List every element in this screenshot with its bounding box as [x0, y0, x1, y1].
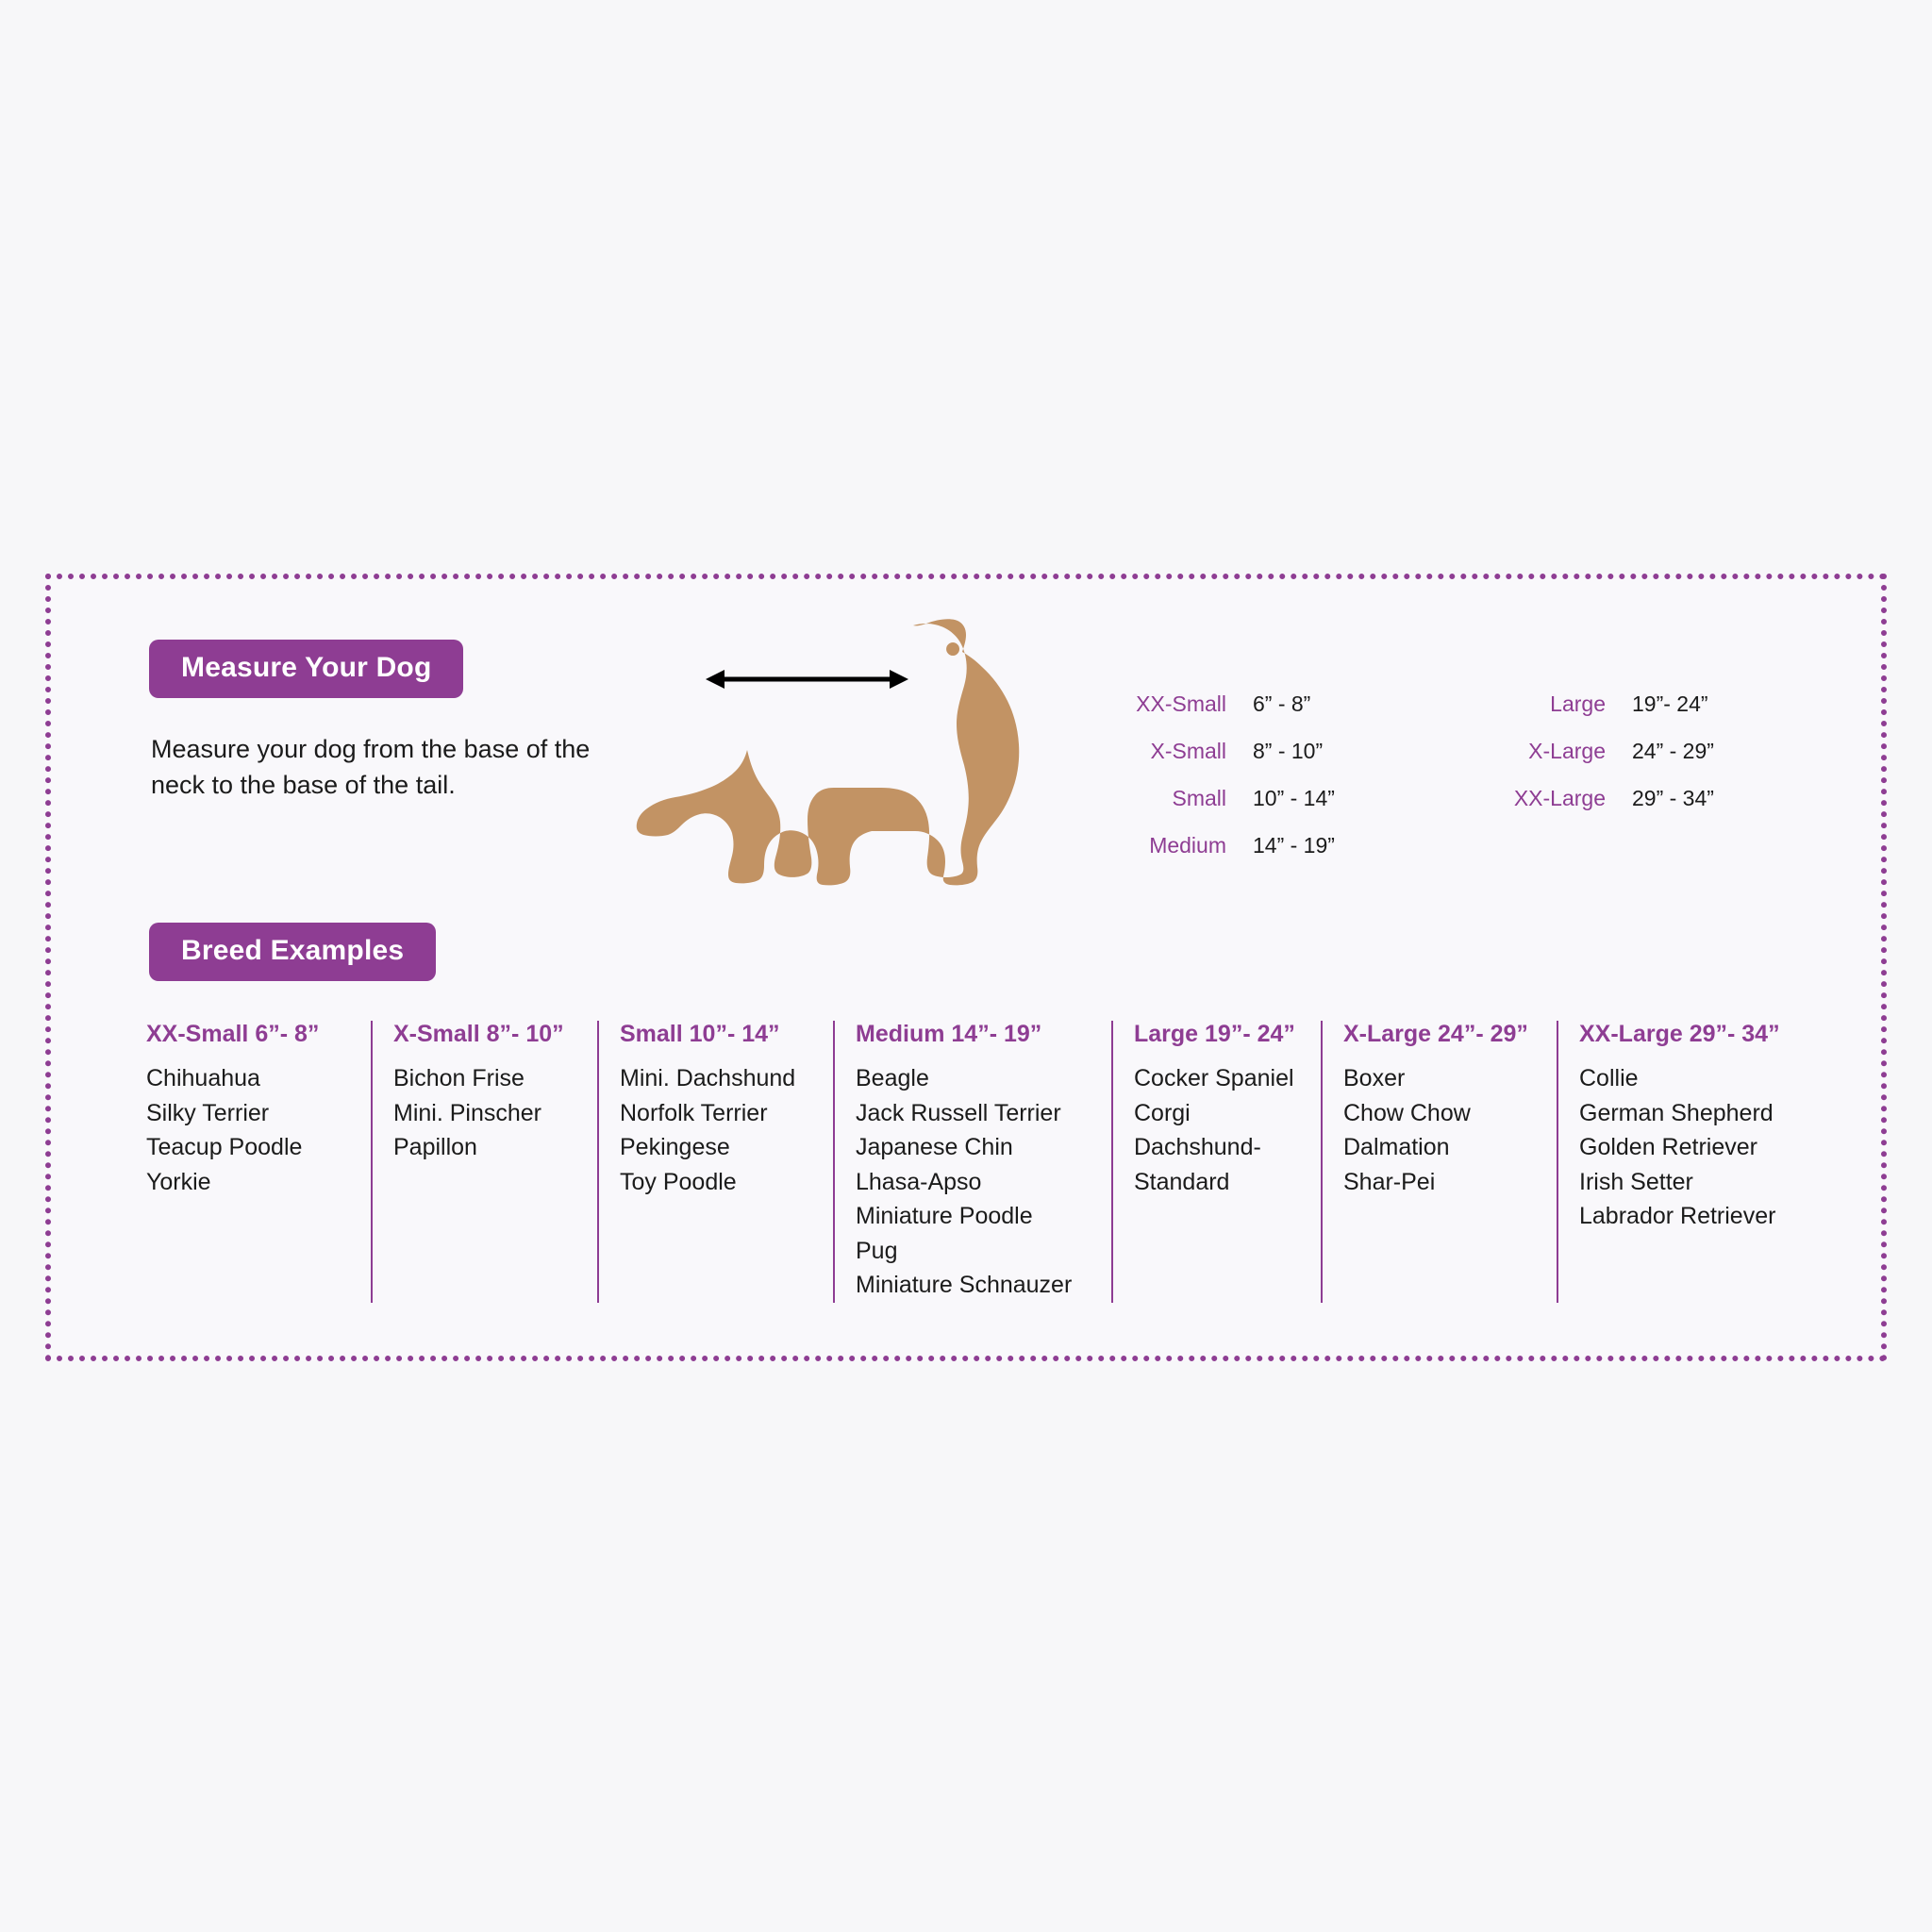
size-row — [1481, 691, 1774, 717]
size-label: X-Large — [1528, 739, 1606, 763]
breed-item: Pug — [856, 1237, 898, 1264]
measure-your-dog-heading: Measure Your Dog — [149, 640, 463, 698]
breed-column-title: X-Large 24”- 29” — [1343, 1021, 1528, 1047]
breed-item: Chihuahua — [146, 1065, 260, 1091]
breed-item: Irish Setter — [1579, 1168, 1693, 1195]
breed-column-x-small — [373, 1021, 599, 1303]
breed-column-title: X-Small 8”- 10” — [393, 1021, 564, 1047]
breed-item: Shar-Pei — [1343, 1168, 1436, 1195]
breed-examples-heading: Breed Examples — [149, 923, 436, 981]
breed-item: Cocker Spaniel — [1134, 1065, 1294, 1091]
breed-item: Dalmation — [1343, 1134, 1450, 1160]
breed-item: Toy Poodle — [620, 1168, 737, 1195]
size-row — [1481, 786, 1774, 811]
size-label: XX-Small — [1136, 691, 1226, 716]
size-range: 8” - 10” — [1253, 739, 1324, 763]
size-label: Medium — [1149, 833, 1226, 858]
dog-silhouette-icon — [632, 618, 1028, 929]
size-row — [1102, 786, 1394, 811]
breed-column-title: Medium 14”- 19” — [856, 1021, 1042, 1047]
breed-column-xx-large — [1558, 1021, 1797, 1303]
breed-column-title: XX-Small 6”- 8” — [146, 1021, 320, 1047]
size-label: XX-Large — [1513, 786, 1606, 810]
breed-column-medium — [835, 1021, 1113, 1303]
measure-arrow-icon — [706, 668, 908, 691]
breed-column-title: Large 19”- 24” — [1134, 1021, 1295, 1047]
breed-column-xx-small — [146, 1021, 373, 1303]
measure-instructions-text: Measure your dog from the base of the neck to the base of the tail. — [151, 735, 591, 800]
size-row — [1481, 739, 1774, 764]
breed-item: Silky Terrier — [146, 1099, 270, 1126]
breed-item: Beagle — [856, 1065, 929, 1091]
breed-item: Jack Russell Terrier — [856, 1099, 1061, 1126]
breed-item: Standard — [1134, 1168, 1230, 1195]
breed-item: Norfolk Terrier — [620, 1099, 768, 1126]
breed-item: German Shepherd — [1579, 1099, 1774, 1126]
size-range: 29” - 34” — [1632, 786, 1714, 810]
breed-item: Mini. Pinscher — [393, 1099, 541, 1126]
breed-item: Miniature Poodle — [856, 1203, 1033, 1229]
breed-column-x-large — [1323, 1021, 1558, 1303]
size-row — [1102, 833, 1394, 858]
breed-item: Labrador Retriever — [1579, 1203, 1776, 1229]
breed-column-large — [1113, 1021, 1323, 1303]
breed-item: Golden Retriever — [1579, 1134, 1757, 1160]
breed-column-small — [599, 1021, 835, 1303]
breed-item: Teacup Poodle — [146, 1134, 303, 1160]
breed-item: Bichon Frise — [393, 1065, 525, 1091]
breed-item: Yorkie — [146, 1168, 211, 1195]
breed-column-title: Small 10”- 14” — [620, 1021, 780, 1047]
breed-item: Corgi — [1134, 1099, 1191, 1126]
breed-item: Japanese Chin — [856, 1134, 1013, 1160]
size-range: 10” - 14” — [1253, 786, 1335, 810]
breed-columns — [146, 1021, 1797, 1303]
breed-item: Collie — [1579, 1065, 1639, 1091]
size-table-left — [1102, 691, 1394, 880]
size-row — [1102, 739, 1394, 764]
breed-item: Chow Chow — [1343, 1099, 1471, 1126]
breed-item: Boxer — [1343, 1065, 1406, 1091]
size-table-right — [1481, 691, 1774, 833]
size-range: 19”- 24” — [1632, 691, 1708, 716]
breed-item: Lhasa-Apso — [856, 1168, 982, 1195]
breed-column-title: XX-Large 29”- 34” — [1579, 1021, 1780, 1047]
breed-item: Dachshund- — [1134, 1134, 1261, 1160]
size-range: 14” - 19” — [1253, 833, 1335, 858]
size-row — [1102, 691, 1394, 717]
size-label: Small — [1172, 786, 1226, 810]
breed-item: Papillon — [393, 1134, 477, 1160]
size-label: X-Small — [1150, 739, 1226, 763]
breed-item: Miniature Schnauzer — [856, 1272, 1073, 1298]
size-range: 24” - 29” — [1632, 739, 1714, 763]
breed-item: Pekingese — [620, 1134, 730, 1160]
breed-item: Mini. Dachshund — [620, 1065, 796, 1091]
size-range: 6” - 8” — [1253, 691, 1311, 716]
size-label: Large — [1550, 691, 1606, 716]
